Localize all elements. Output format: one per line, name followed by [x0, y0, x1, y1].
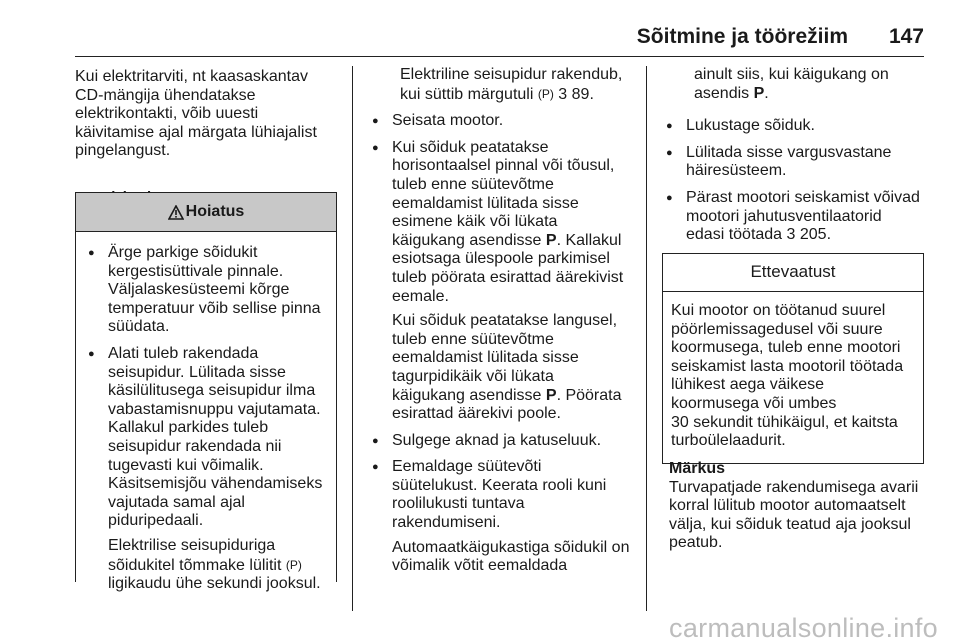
- warning-box-header: [76, 192, 336, 232]
- continued-paragraph: Elektriline seisupidur rakendub, kui süttib märgutuli (P) 3 89.: [400, 66, 623, 103]
- list-item: ● Lukustage sõiduk.: [662, 117, 924, 136]
- parking-brake-indicator-icon: (P): [537, 86, 554, 101]
- note-title: Märkus: [669, 460, 726, 477]
- parking-brake-icon: (P): [285, 557, 302, 572]
- caution-box-title: Ettevaatust: [663, 254, 923, 292]
- list-item: ● Lülitada sisse vargusvastane häiresüsteem.: [662, 144, 924, 181]
- warning-box-body: [76, 232, 336, 594]
- warning-box: [75, 192, 337, 593]
- caution-box-body: Kui mootor on töötanud suurel pöörlemissagedusel või suure koormusega, tuleb enne mootori seiskamist lasta mootoril töötada lühikest aega väikese koormusega või umbes 30 sekundit tühikäigul, et kaitsta turboülelaadurit.: [671, 302, 904, 450]
- column-divider-1: [352, 66, 353, 611]
- page-header: [0, 0, 960, 56]
- watermark: carmanualsonline.info: [669, 613, 938, 642]
- column-3: [662, 66, 924, 253]
- continued-paragraph: ainult siis, kui käigukang on asendis P.: [694, 66, 889, 102]
- column-1: [75, 66, 337, 210]
- header-title: Sõitmine ja töörežiim: [636, 25, 848, 48]
- header-rule: [75, 56, 924, 57]
- list-item: ● Kui sõiduk peatatakse horisontaalsel pinnal või tõusul, tuleb enne süütevõtme eemaldamist lülitada sisse esimene käik või lükata käigukang asendisse P. Kallakul esiotsaga ülespoole parkimisel tuleb pöörata esirattad äärekivist eemale. Kui sõiduk peatatakse langusel, tuleb enne süütevõtme eemaldamist lülitada sisse tagurpidikäik või lükata käigukang asendisse P. Pöörata esirattad äärekivi poole.: [368, 139, 630, 424]
- list-item: ● Ärge parkige sõidukit kergestisüttivale pinnale. Väljalaskesüsteemi kõrge temperatuur võib sellise pinna süüdata.: [84, 244, 328, 337]
- column-2: [368, 66, 630, 584]
- warning-box-title: Hoiatus: [185, 202, 245, 220]
- list-item: ● Sulgege aknad ja katuseluuk.: [368, 432, 630, 451]
- list-item: ● Seisata mootor.: [368, 112, 630, 131]
- page-number: 147: [888, 25, 924, 48]
- note-body: Turvapatjade rakendumisega avarii korral lülitub mootor automaatselt välja, kui sõiduk teatud aja jooksul peatub.: [669, 478, 919, 552]
- list-item: ● Pärast mootori seiskamist võivad mootori jahutusventilaatorid edasi töötada 3 205.: [662, 189, 924, 245]
- column-divider-2: [646, 66, 647, 611]
- warning-triangle-icon: [168, 205, 184, 220]
- page-reference: 3 89.: [558, 85, 594, 103]
- list-item: ● Eemaldage süütevõti süütelukust. Keerata rooli kuni roolilukusti tuntava rakendumiseni. Automaatkäigukastiga sõidukil on võimalik võtit eemaldada: [368, 458, 630, 576]
- final-steps-list: [662, 117, 924, 245]
- caution-box: [662, 253, 924, 464]
- warning-subparagraph: Elektrilise seisupiduriga sõidukitel tõmmake lülitit (P) ligikaudu ühe sekundi jooksul.: [108, 536, 321, 593]
- page-reference: 3 205.: [786, 226, 832, 244]
- parking-steps-list: [368, 112, 630, 576]
- warning-list: [84, 244, 328, 594]
- intro-paragraph: Kui elektritarviti, nt kaasaskantav CD-mängija ühendatakse elektrikontakti, võib uuesti käivitamise ajal märgata lühiajalist pingelangust.: [75, 68, 317, 160]
- list-item: ● Alati tuleb rakendada seisupidur. Lülitada sisse käsilülitusega seisupidur ilma vabastamisnuppu vajutamata. Kallakul parkides tuleb seisupidur rakendada nii tugevasti kui võimalik. Käsitsemisjõu vähendamiseks vajutada samal ajal piduripedaali. Elektrilise seisupiduriga sõidukitel tõmmake lülitit (P) ligikaudu ühe sekundi jooksul.: [84, 345, 328, 594]
- note-block: [669, 460, 931, 553]
